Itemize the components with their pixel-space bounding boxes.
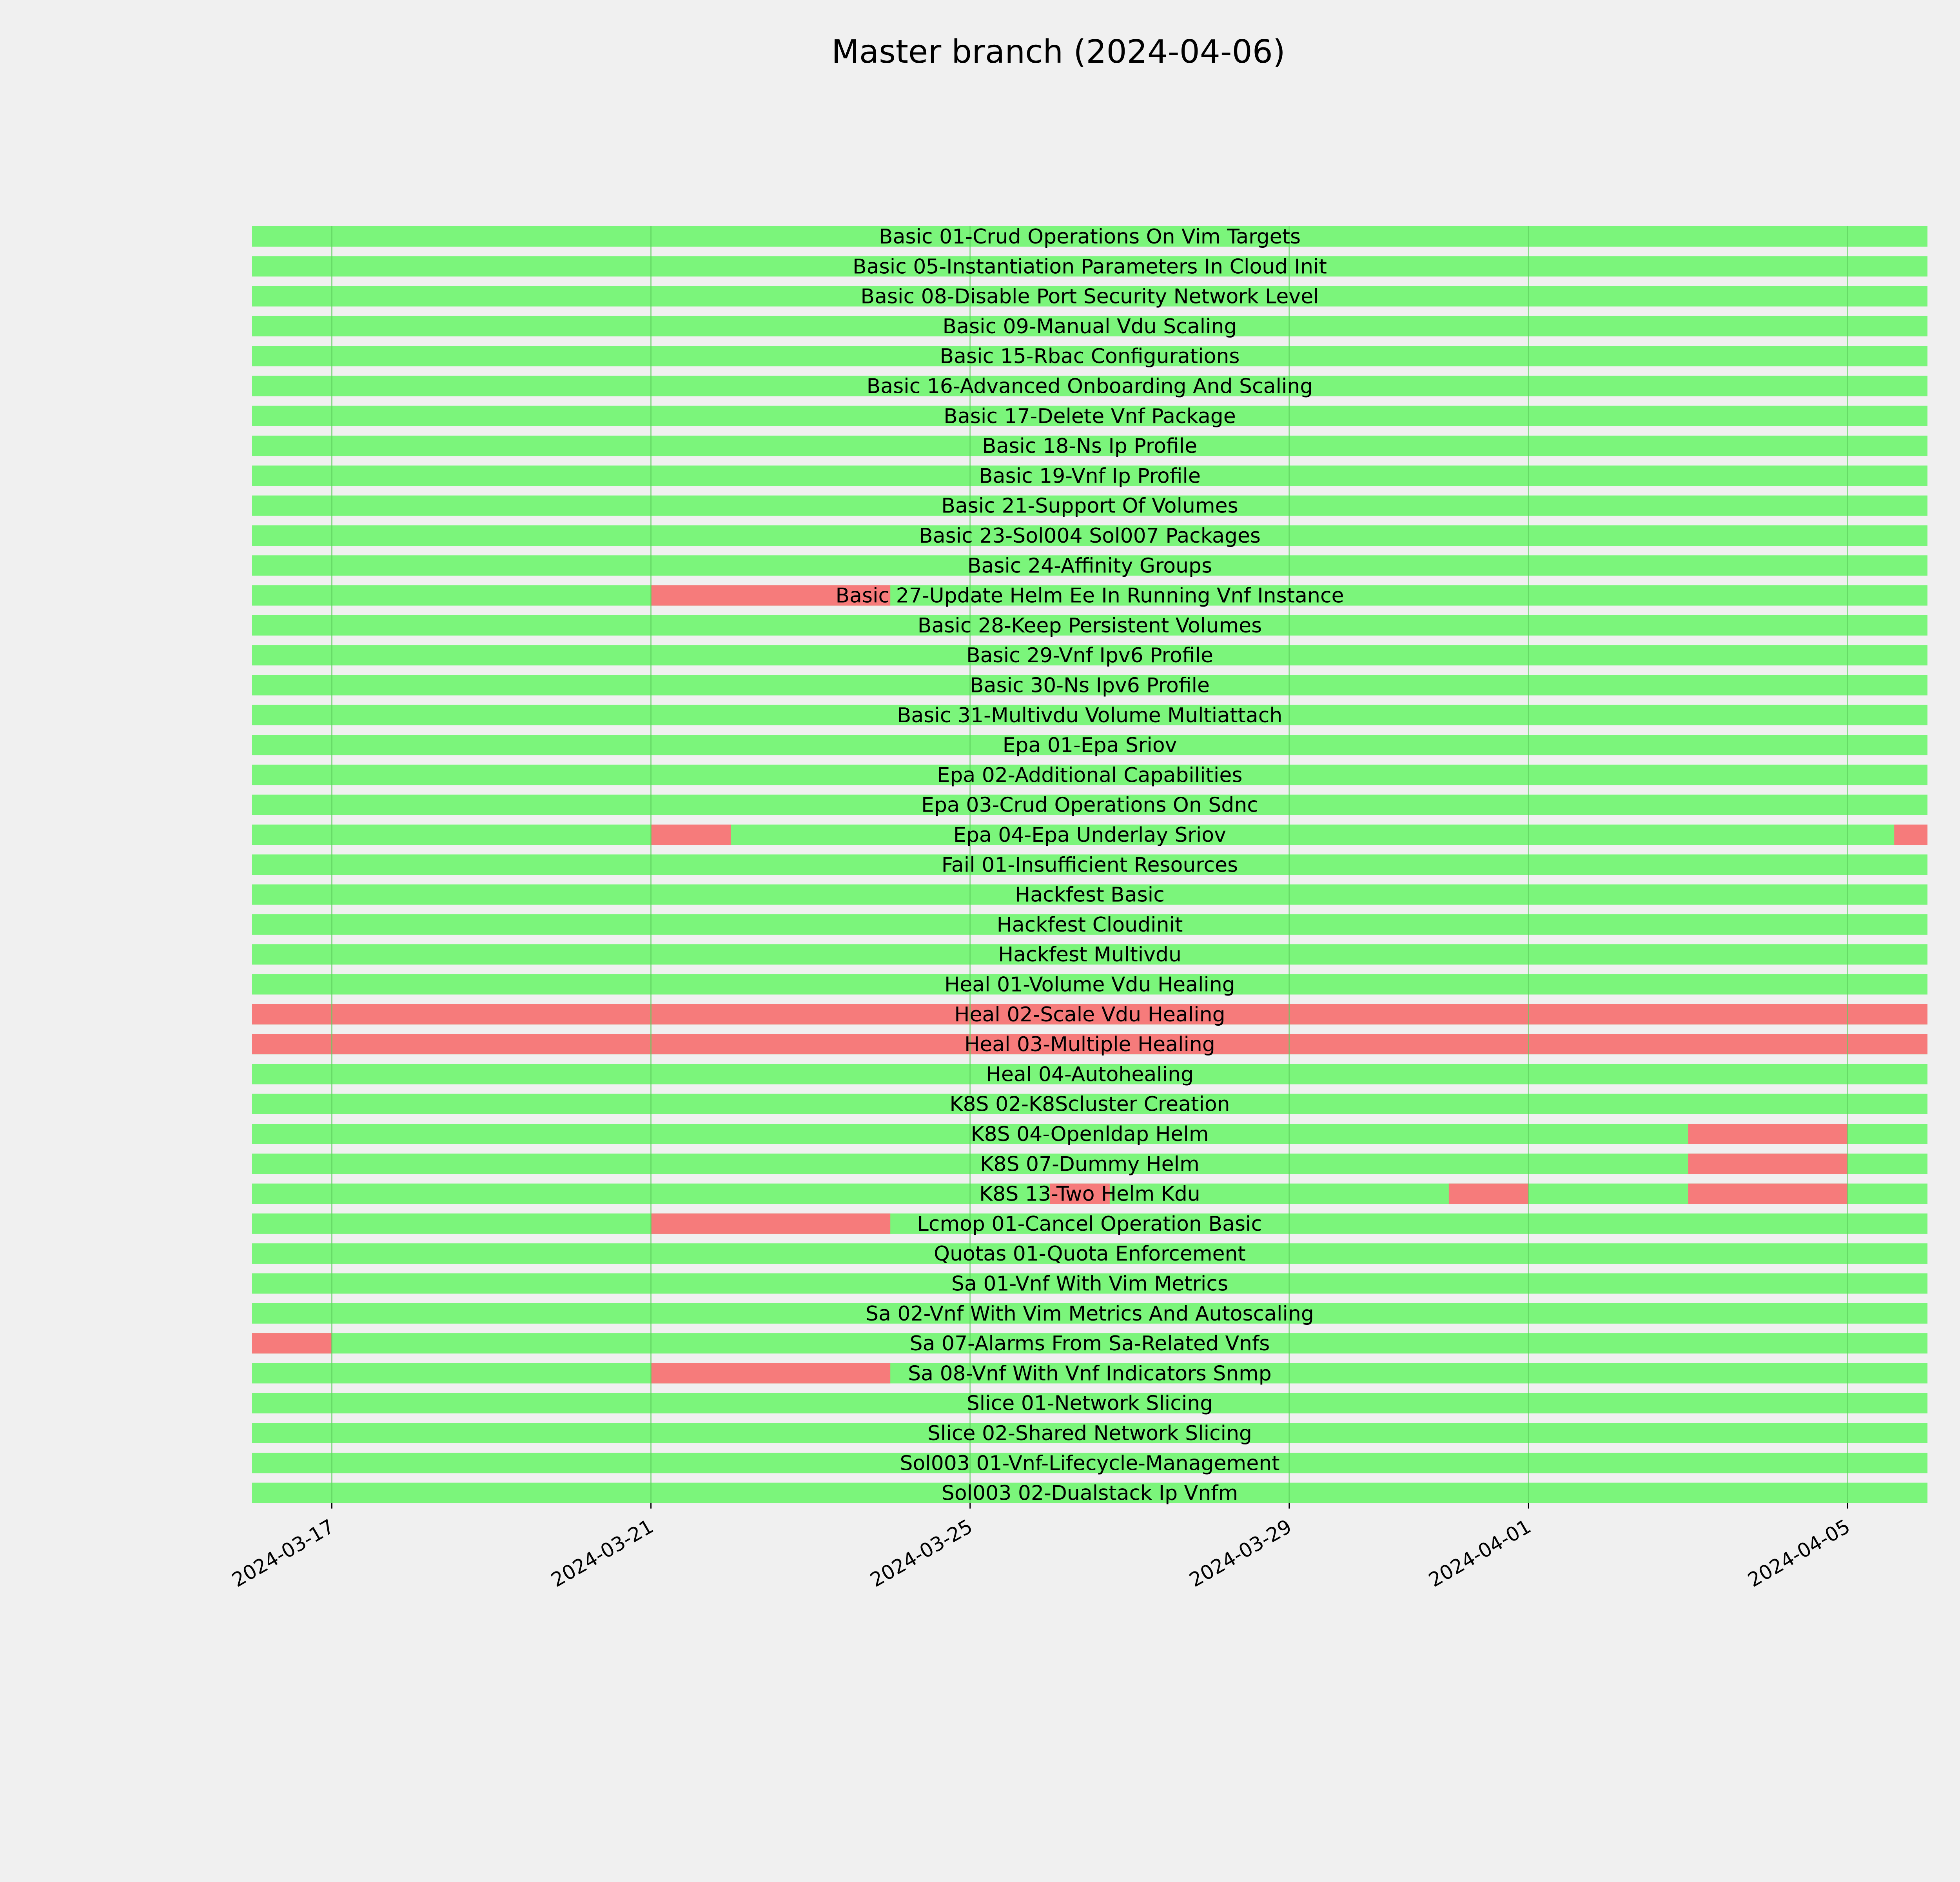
tick-label-2024-03-29: 2024-03-29 (1185, 1515, 1296, 1592)
bar-label-epa-01-epa-sriov: Epa 01-Epa Sriov (1002, 734, 1177, 758)
bar-label-k8s-02-k8scluster-creation: K8S 02-K8Scluster Creation (949, 1092, 1230, 1116)
bar-label-sol003-01-vnf-lifecycle-management: Sol003 01-Vnf-Lifecycle-Management (900, 1451, 1280, 1475)
bar-label-basic-05-instantiation-parameters-in-cloud-init: Basic 05-Instantiation Parameters In Cloud Init (853, 255, 1327, 279)
bar-label-basic-08-disable-port-security-network-level: Basic 08-Disable Port Security Network Level (860, 285, 1319, 309)
bar-label-lcmop-01-cancel-operation-basic: Lcmop 01-Cancel Operation Basic (917, 1212, 1263, 1236)
bar-label-basic-15-rbac-configurations: Basic 15-Rbac Configurations (940, 345, 1240, 369)
bar-label-basic-30-ns-ipv6-profile: Basic 30-Ns Ipv6 Profile (969, 674, 1210, 698)
bar-label-basic-27-update-helm-ee-in-running-vnf-instance: Basic 27-Update Helm Ee In Running Vnf Instance (835, 584, 1344, 608)
fail-segment-k8s-13-two-helm-kdu-2 (1449, 1184, 1529, 1204)
fail-segment-k8s-07-dummy-helm-1 (1688, 1154, 1847, 1174)
bar-label-hackfest-basic: Hackfest Basic (1015, 883, 1165, 907)
bar-label-basic-09-manual-vdu-scaling: Basic 09-Manual Vdu Scaling (942, 314, 1237, 338)
bar-label-basic-01-crud-operations-on-vim-targets: Basic 01-Crud Operations On Vim Targets (878, 225, 1301, 249)
bar-label-heal-02-scale-vdu-healing: Heal 02-Scale Vdu Healing (954, 1003, 1225, 1026)
bar-label-quotas-01-quota-enforcement: Quotas 01-Quota Enforcement (934, 1242, 1246, 1266)
bar-label-hackfest-multivdu: Hackfest Multivdu (998, 943, 1181, 967)
tick-label-2024-03-17: 2024-03-17 (228, 1515, 338, 1592)
fail-segment-epa-04-epa-underlay-sriov-2 (1894, 825, 1927, 845)
fail-segment-sa-07-alarms-from-sa-related-vnfs-1 (252, 1333, 332, 1353)
bar-label-slice-01-network-slicing: Slice 01-Network Slicing (966, 1392, 1213, 1415)
bar-label-heal-03-multiple-healing: Heal 03-Multiple Healing (964, 1033, 1215, 1057)
fail-segment-epa-04-epa-underlay-sriov-1 (651, 825, 731, 845)
bar-label-epa-03-crud-operations-on-sdnc: Epa 03-Crud Operations On Sdnc (921, 793, 1258, 817)
bar-label-basic-19-vnf-ip-profile: Basic 19-Vnf Ip Profile (978, 464, 1201, 488)
bar-label-k8s-13-two-helm-kdu: K8S 13-Two Helm Kdu (979, 1182, 1200, 1206)
fail-segment-lcmop-01-cancel-operation-basic-1 (651, 1213, 891, 1234)
tick-label-2024-04-01: 2024-04-01 (1425, 1515, 1535, 1592)
bar-label-basic-24-affinity-groups: Basic 24-Affinity Groups (967, 554, 1212, 578)
bar-label-basic-31-multivdu-volume-multiattach: Basic 31-Multivdu Volume Multiattach (897, 703, 1283, 727)
bar-label-basic-21-support-of-volumes: Basic 21-Support Of Volumes (941, 494, 1238, 518)
bar-label-epa-04-epa-underlay-sriov: Epa 04-Epa Underlay Sriov (953, 823, 1226, 847)
bar-label-sa-01-vnf-with-vim-metrics: Sa 01-Vnf With Vim Metrics (951, 1272, 1229, 1296)
bar-label-k8s-04-openldap-helm: K8S 04-Openldap Helm (971, 1123, 1209, 1146)
fail-segment-k8s-04-openldap-helm-1 (1688, 1124, 1847, 1144)
bar-label-sa-02-vnf-with-vim-metrics-and-autoscaling: Sa 02-Vnf With Vim Metrics And Autoscaling (866, 1302, 1314, 1326)
fail-segment-k8s-13-two-helm-kdu-3 (1688, 1184, 1847, 1204)
bar-label-slice-02-shared-network-slicing: Slice 02-Shared Network Slicing (927, 1422, 1252, 1445)
x-axis-ticks (228, 1503, 1854, 1592)
bar-label-fail-01-insufficient-resources: Fail 01-Insufficient Resources (941, 853, 1238, 877)
bar-label-basic-29-vnf-ipv6-profile: Basic 29-Vnf Ipv6 Profile (966, 644, 1213, 668)
bar-label-basic-16-advanced-onboarding-and-scaling: Basic 16-Advanced Onboarding And Scaling (866, 374, 1313, 398)
fail-segment-sa-08-vnf-with-vnf-indicators-snmp-1 (651, 1363, 891, 1383)
bar-label-basic-18-ns-ip-profile: Basic 18-Ns Ip Profile (982, 434, 1198, 458)
bar-label-heal-04-autohealing: Heal 04-Autohealing (985, 1063, 1194, 1086)
tick-label-2024-03-21: 2024-03-21 (547, 1515, 657, 1592)
tick-label-2024-04-05: 2024-04-05 (1744, 1515, 1854, 1592)
bar-label-k8s-07-dummy-helm: K8S 07-Dummy Helm (980, 1152, 1200, 1176)
bar-label-basic-28-keep-persistent-volumes: Basic 28-Keep Persistent Volumes (917, 614, 1262, 638)
bar-label-basic-17-delete-vnf-package: Basic 17-Delete Vnf Package (944, 404, 1236, 428)
bar-label-hackfest-cloudinit: Hackfest Cloudinit (996, 913, 1183, 937)
bar-label-sol003-02-dualstack-ip-vnfm: Sol003 02-Dualstack Ip Vnfm (941, 1481, 1238, 1505)
tick-label-2024-03-25: 2024-03-25 (866, 1515, 976, 1592)
bar-label-epa-02-additional-capabilities: Epa 02-Additional Capabilities (937, 763, 1243, 787)
chart-title: Master branch (2024-04-06) (831, 33, 1285, 71)
bar-label-heal-01-volume-vdu-healing: Heal 01-Volume Vdu Healing (944, 973, 1235, 997)
bar-label-sa-08-vnf-with-vnf-indicators-snmp: Sa 08-Vnf With Vnf Indicators Snmp (908, 1362, 1272, 1386)
bar-label-sa-07-alarms-from-sa-related-vnfs: Sa 07-Alarms From Sa-Related Vnfs (909, 1332, 1270, 1356)
bar-label-basic-23-sol004-sol007-packages: Basic 23-Sol004 Sol007 Packages (919, 524, 1261, 548)
